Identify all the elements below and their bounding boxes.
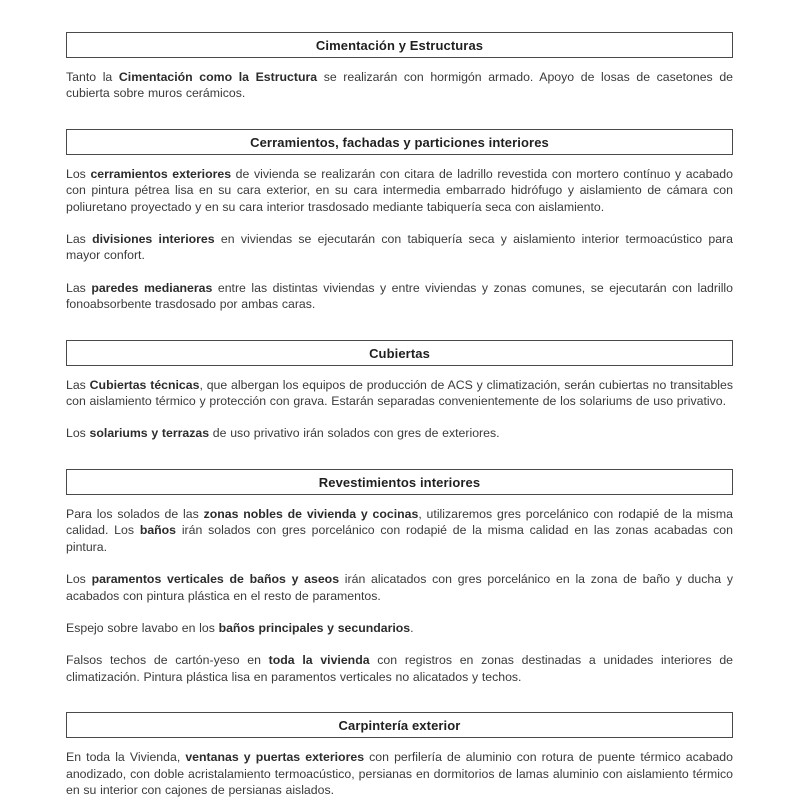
- section-header: [66, 340, 733, 366]
- paragraph-bold-text: ventanas y puertas exteriores: [185, 750, 365, 765]
- section: [66, 32, 733, 102]
- paragraph-text: .: [410, 620, 414, 635]
- section-title: Cerramientos, fachadas y particiones interiores: [250, 134, 549, 150]
- paragraph-text: en viviendas se ejecutarán con tabiquería seca y aislamiento interior termoacústico para mayor confort.: [66, 232, 733, 263]
- paragraph-text: Los: [66, 166, 91, 181]
- section-title: Cubiertas: [369, 345, 430, 361]
- paragraph-text: de uso privativo irán solados con gres de exteriores.: [209, 426, 500, 441]
- paragraph-text: con registros en zonas destinadas a unidades interiores de climatización. Pintura plástica lisa en paramentos verticales no alicatados y techos.: [66, 653, 734, 684]
- section: [66, 469, 733, 685]
- section-header: [66, 129, 733, 155]
- paragraph: [66, 166, 733, 215]
- paragraph: [66, 620, 733, 636]
- paragraph-bold-text: Cimentación como la Estructura: [118, 70, 318, 84]
- paragraph: [66, 280, 733, 313]
- section-header: [66, 712, 733, 738]
- section-title: Cimentación y Estructuras: [315, 38, 484, 53]
- paragraph: [66, 425, 733, 441]
- paragraph-text: con perfilería de aluminio con rotura de puente térmico acabado anodizado, con doble acristalamiento termoacústico, persianas en dormitorios de lamas aluminio con aislamiento térmico en su interior con cajones de persianas aislados.: [66, 750, 733, 797]
- paragraph: [66, 231, 733, 264]
- paragraph-text: , que albergan los equipos de producción de ACS y climatización, serán cubiertas no transitables con aislamiento térmico y protección con grava. Estarán separadas convenientemente de los solariums de uso privativo.: [66, 377, 734, 409]
- section-title: Carpintería exterior: [338, 718, 461, 734]
- paragraph-bold-text: cerramientos exteriores: [90, 166, 232, 181]
- paragraph-text: , utilizaremos gres porcelánico con rodapié de la misma calidad. Los: [66, 506, 733, 538]
- document-sections-container: [66, 32, 733, 798]
- paragraph-text: En toda la Vivienda,: [66, 750, 186, 765]
- section-title: Revestimientos interiores: [318, 474, 481, 490]
- paragraph-bold-text: solariums y terrazas: [89, 426, 210, 441]
- section: [66, 340, 733, 442]
- paragraph-bold-text: Cubiertas técnicas: [89, 377, 200, 392]
- section: [66, 129, 733, 313]
- section-header: [66, 32, 733, 58]
- paragraph-bold-text: baños: [139, 523, 177, 538]
- section: [66, 712, 733, 798]
- paragraph-bold-text: baños principales y secundarios: [218, 620, 411, 635]
- paragraph: [66, 377, 733, 410]
- paragraph: [66, 749, 733, 798]
- paragraph-text: Las: [66, 280, 92, 295]
- paragraph: [66, 652, 733, 685]
- paragraph-text: se realizarán con hormigón armado. Apoyo de losas de casetones de cubierta sobre muros cerámicos.: [66, 70, 733, 101]
- paragraph-bold-text: paramentos verticales de baños y aseos: [91, 572, 340, 587]
- paragraph-bold-text: toda la vivienda: [268, 653, 370, 668]
- paragraph-bold-text: divisiones interiores: [92, 232, 215, 247]
- paragraph-text: Para los solados de las: [66, 506, 204, 521]
- paragraph-text: Tanto la: [66, 70, 119, 84]
- paragraph-text: Espejo sobre lavabo en los: [66, 620, 219, 635]
- paragraph-text: Falsos techos de cartón-yeso en: [66, 653, 269, 668]
- paragraph: [66, 571, 733, 604]
- paragraph-text: Las: [66, 377, 90, 392]
- paragraph-text: entre las distintas viviendas y entre viviendas y zonas comunes, se ejecutarán con ladrillo fonoabsorbente trasdosado por ambas caras.: [66, 280, 734, 312]
- paragraph-text: irán alicatados con gres porcelánico en la zona de baño y ducha y acabados con pintura plástica en el resto de paramentos.: [66, 572, 733, 603]
- paragraph-text: Los: [66, 426, 90, 441]
- paragraph-text: irán solados con gres porcelánico con rodapié de la misma calidad en las zonas acabadas con pintura.: [66, 523, 733, 554]
- paragraph-text: de vivienda se realizarán con citara de ladrillo revestida con mortero contínuo y acabado con pintura pétrea lisa en su cara exterior, en su cara intermedia embarrado hidrófugo y aislamiento de cámara con poliuretano proyectado y en su cara interior trasdosado mediante tabiquería seca con aislamiento.: [66, 166, 733, 214]
- paragraph-bold-text: zonas nobles de vivienda y cocinas: [203, 506, 419, 521]
- section-header: [66, 469, 733, 495]
- paragraph: [66, 69, 733, 102]
- paragraph-text: Los: [66, 572, 92, 587]
- paragraph: [66, 506, 733, 555]
- paragraph-bold-text: paredes medianeras: [91, 280, 213, 295]
- paragraph-text: Las: [66, 232, 93, 247]
